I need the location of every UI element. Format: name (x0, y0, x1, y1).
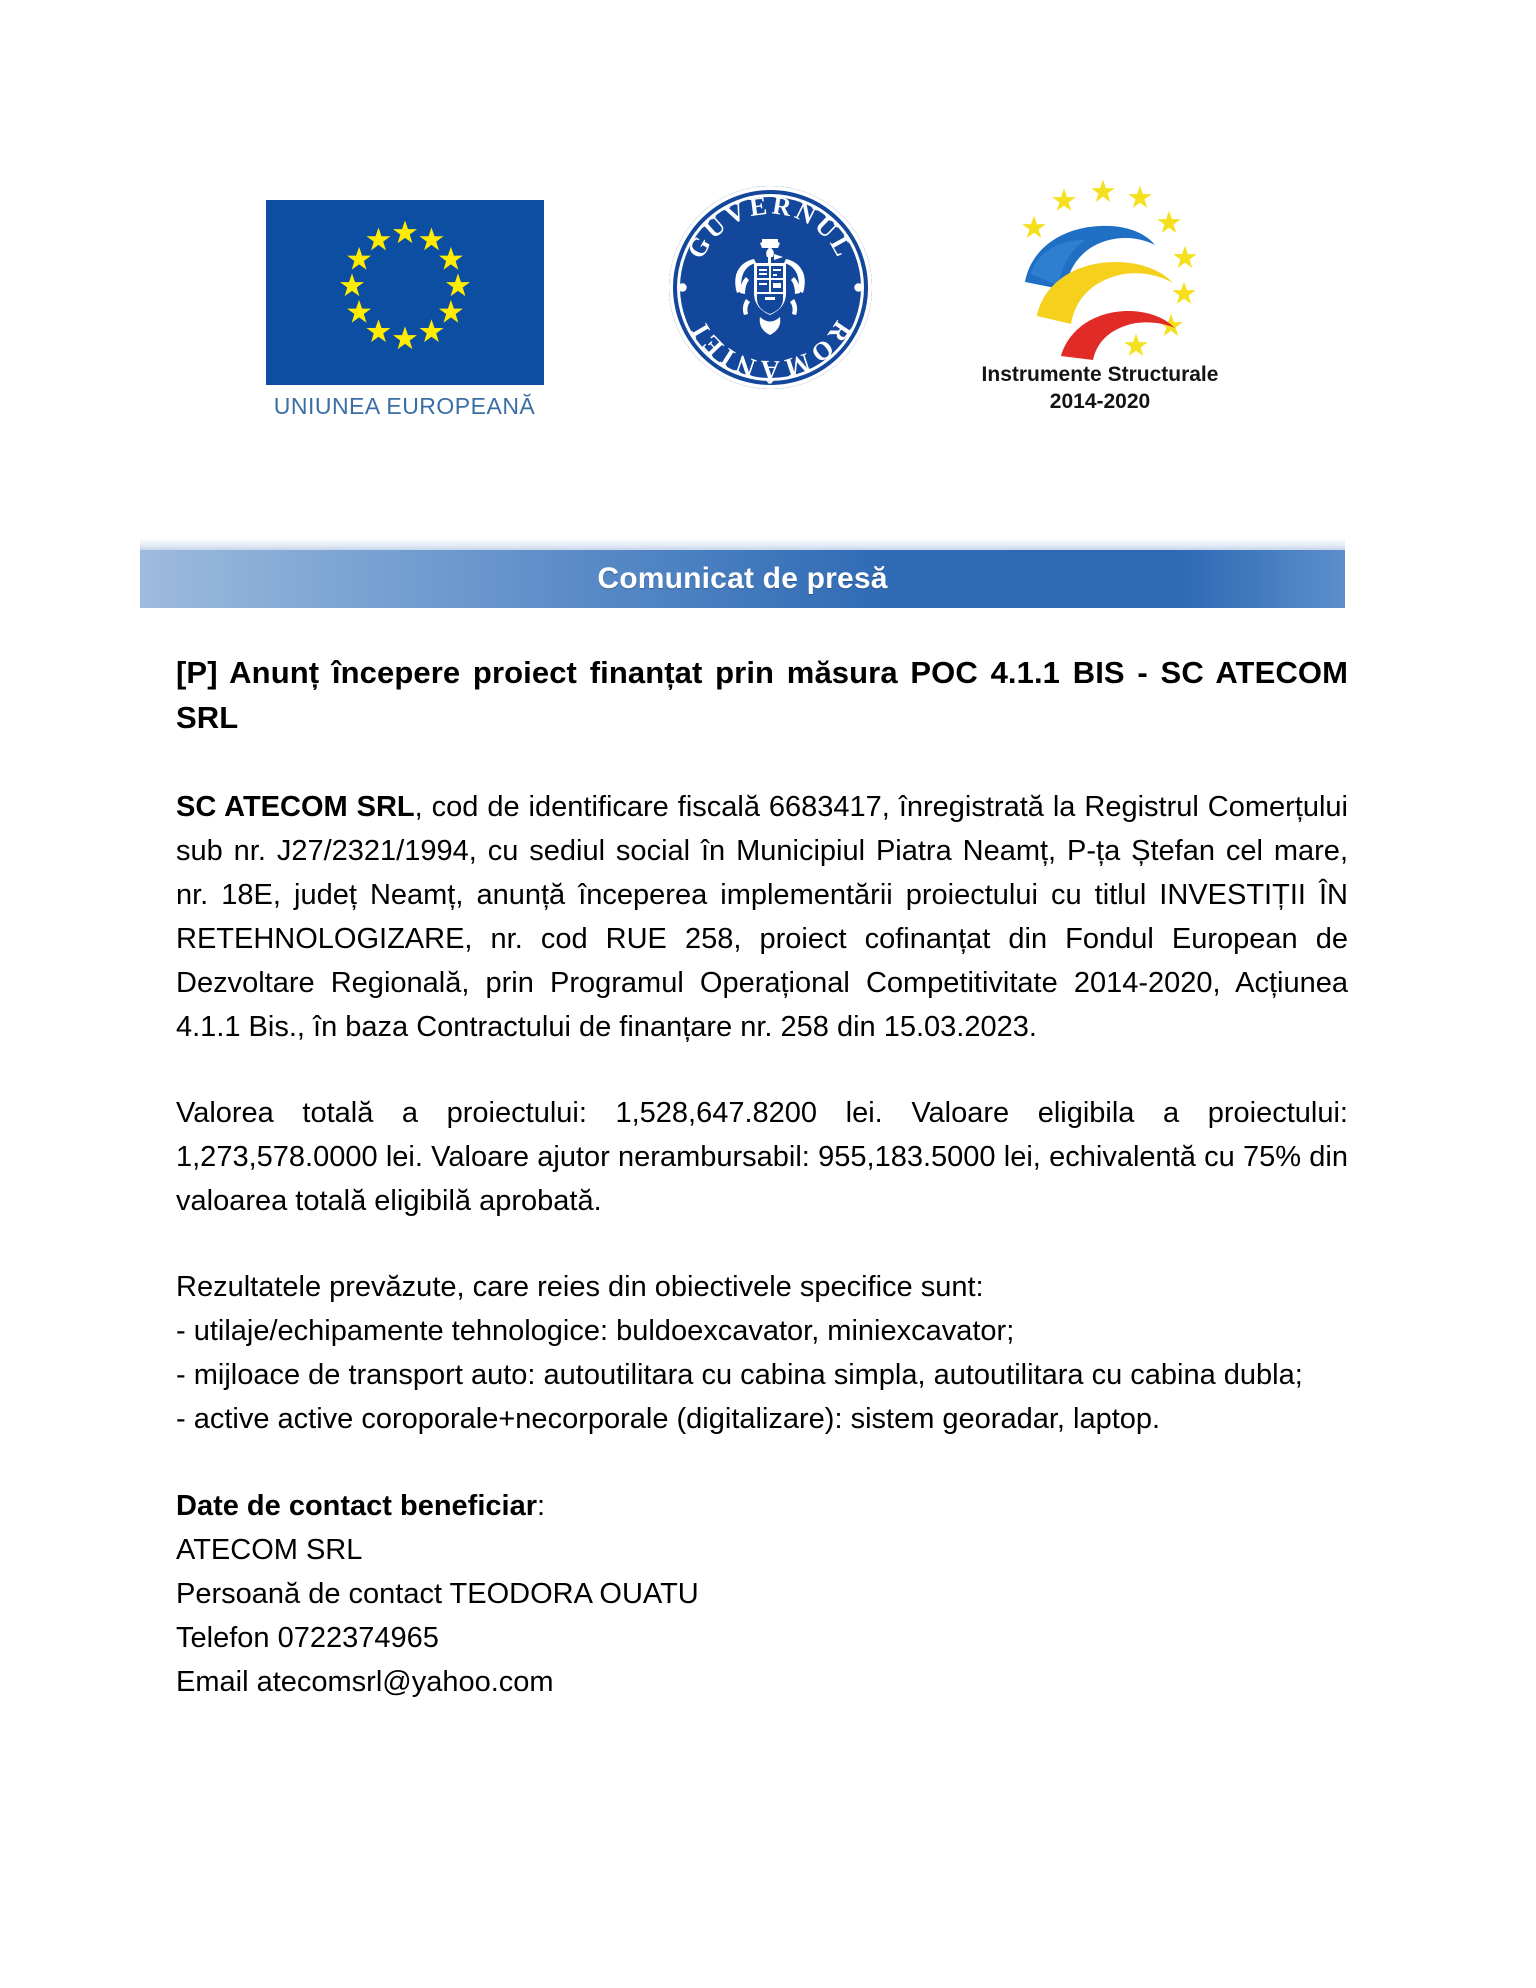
paragraph-project-values: Valorea totală a proiectului: 1,528,647.8200 lei. Valoare eligibila a proiectului: 1,273,578.0000 lei. Valoare ajutor nerambursabil: 955,183.5000 lei, echivalentă cu 75% din valoarea totală eligibilă aprobată. (176, 1096, 1348, 1218)
contact-person: Persoană de contact TEODORA OUATU (176, 1577, 699, 1610)
romanian-eagle-crest-icon (724, 233, 816, 343)
contact-heading-suffix: : (537, 1489, 546, 1522)
results-item-2: - mijloace de transport auto: autoutilitara cu cabina simpla, autoutilitara cu cabina dubla; (176, 1359, 1303, 1392)
eu-stars-icon (266, 200, 544, 385)
seal-bottom-text: ROMÂNIEI (683, 315, 857, 385)
contact-phone: Telefon 0722374965 (176, 1621, 439, 1654)
guvernul-romaniei-seal-icon (669, 186, 872, 389)
contact-heading-line (176, 1484, 1348, 1528)
seal-top-text: GUVERNUL (680, 190, 860, 264)
banner-title: Comunicat de presă (597, 562, 888, 595)
structural-caption-line2: 2014-2020 (1049, 389, 1151, 413)
page-title: [P] Anunț începere proiect finanțat prin măsura POC 4.1.1 BIS - SC ATECOM SRL (176, 655, 1348, 736)
eu-logo-caption: UNIUNEA EUROPEANĂ (273, 393, 536, 419)
company-details-text: , cod de identificare fiscală 6683417, înregistrată la Registrul Comerțului sub nr. J27/2321/1994, cu sediul social în Municipiul Piatra Neamț, P-ța Ștefan cel mare, nr. 18E, județ Neamț, anunță începerea implementării proiectului cu titlul INVESTIȚII ÎN RETEHNOLOGIZARE, nr. cod RUE 258, proiect cofinanțat din Fondul European de Dezvoltare Regională, prin Programul Operațional Competitivitate 2014-2020, Acțiunea 4.1.1 Bis., în baza Contractului de finanțare nr. 258 din 15.03.2023. (176, 790, 1348, 1043)
banner-bar (140, 550, 1345, 608)
logo-row (0, 0, 1536, 419)
contact-email: Email atecomsrl@yahoo.com (176, 1665, 554, 1698)
contact-heading: Date de contact beneficiar (176, 1489, 537, 1522)
results-intro: Rezultatele prevăzute, care reies din obiectivele specifice sunt: (176, 1271, 984, 1304)
structural-caption-line1: Instrumente Structurale (981, 363, 1219, 386)
results-item-1: - utilaje/echipamente tehnologice: buldoexcavator, miniexcavator; (176, 1315, 1015, 1348)
contact-block (176, 1484, 1348, 1704)
paragraph-company-details (176, 785, 1348, 1049)
european-union-flag-icon (266, 200, 544, 385)
contact-company: ATECOM SRL (176, 1533, 363, 1566)
structural-instruments-logo-block (950, 170, 1250, 416)
government-logo-block (655, 186, 885, 389)
structural-instruments-caption (950, 362, 1250, 416)
eu-logo-block (262, 200, 547, 420)
results-item-3: - active active coroporale+necorporale (digitalizare): sistem georadar, laptop. (176, 1403, 1161, 1436)
instrumente-structurale-icon (985, 170, 1215, 360)
results-block (176, 1265, 1348, 1441)
press-release-banner (140, 538, 1345, 608)
company-name-strong: SC ATECOM SRL (176, 790, 415, 823)
banner-top-strip (140, 538, 1345, 550)
document-body (176, 650, 1348, 1704)
